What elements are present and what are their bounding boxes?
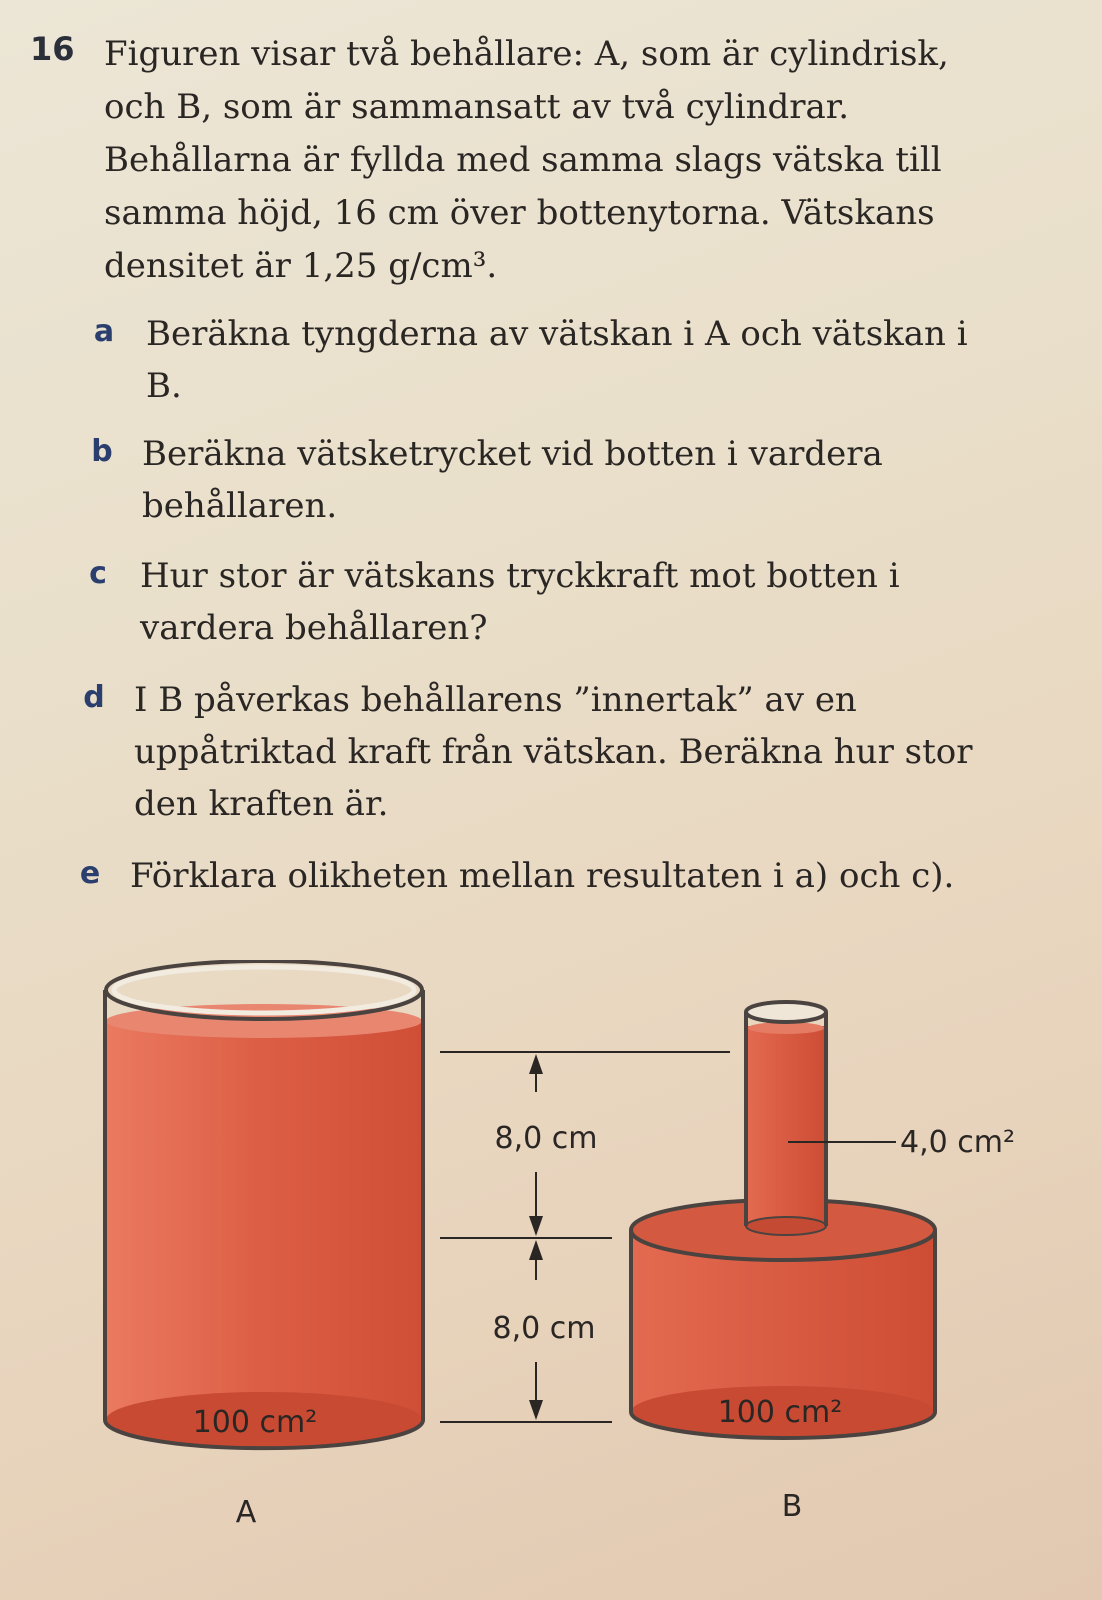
figure-svg (0, 960, 1102, 1600)
container-b-tube-rim (746, 1002, 826, 1022)
part-text: I B påverkas behållarens ”innertak” av en uppåtriktad kraft från vätskan. Beräkna hur stor den kraften är. (134, 680, 973, 824)
problem-intro: Figuren visar två behållare: A, som är cylindrisk, och B, som är sammansatt av två cylindrar. Behållarna är fyllda med samma slags vätska till samma höjd, 16 cm över bottenytorna. Vätskans densitet är 1,25 g/cm³. (104, 34, 949, 286)
dimension-upper-label: 8,0 cm (494, 1121, 598, 1156)
container-a-label: A (235, 1495, 257, 1530)
container-a-liquid (105, 1020, 423, 1420)
container-a-area-label: 100 cm² (192, 1405, 318, 1440)
container-a (105, 961, 423, 1530)
part-letter: a (93, 314, 115, 349)
part-text: Förklara olikheten mellan resultaten i a) och c). (130, 856, 955, 896)
dimension-lower-label: 8,0 cm (492, 1311, 596, 1346)
container-b-area-label: 100 cm² (717, 1395, 843, 1430)
part-letter: b (91, 434, 113, 469)
container-b (631, 1002, 1015, 1524)
container-b-tube-liquid (746, 1026, 826, 1226)
part-letter: d (83, 680, 105, 715)
lower-arrow-head-down (529, 1400, 543, 1420)
problem-number: 16 (30, 30, 75, 68)
upper-arrow-head-up (529, 1054, 543, 1074)
lower-arrow-head-up (529, 1240, 543, 1260)
part-letter: c (89, 556, 107, 591)
container-b-label: B (781, 1489, 803, 1524)
part-letter: e (79, 856, 101, 891)
part-text: Beräkna vätsketrycket vid botten i vardera behållaren. (142, 434, 883, 526)
part-text: Beräkna tyngderna av vätskan i A och vätskan i B. (146, 314, 968, 406)
part-text: Hur stor är vätskans tryckkraft mot botten i vardera behållaren? (140, 556, 900, 648)
container-b-tube-area-label: 4,0 cm² (900, 1125, 1015, 1160)
upper-arrow-head-down (529, 1216, 543, 1236)
container-b-tube-base (746, 1217, 826, 1235)
containers-figure (0, 960, 1102, 1600)
